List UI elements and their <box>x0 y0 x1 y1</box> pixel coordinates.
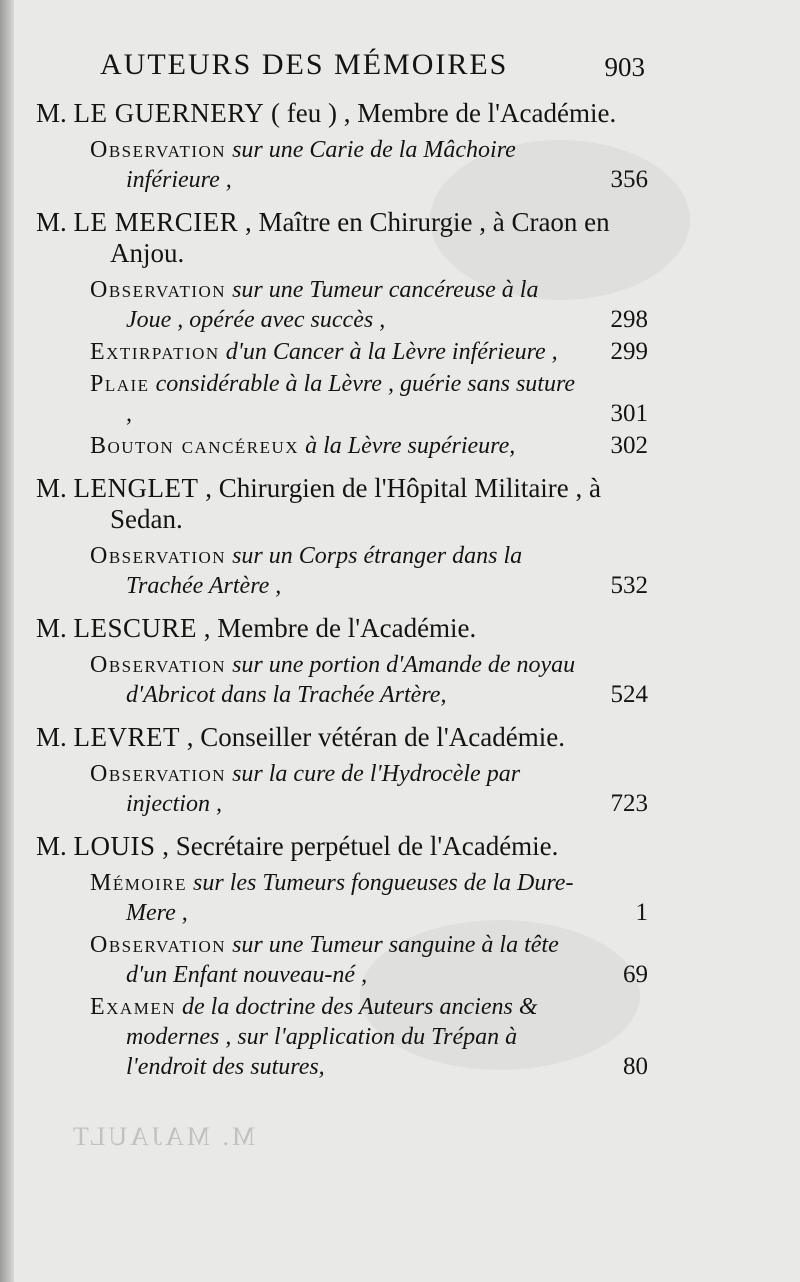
work-description: d'un Cancer à la Lèvre inférieure , <box>225 339 558 365</box>
work-page-number: 301 <box>610 400 648 427</box>
work-description: à la Lèvre supérieure, <box>305 433 516 459</box>
work-kind: Observation <box>90 932 227 958</box>
bleed-through-text: M. MAJAULT <box>70 1122 256 1151</box>
author-name: LE MERCIER <box>73 207 239 237</box>
author-entry <box>36 722 648 819</box>
author-entry <box>36 473 648 601</box>
page-number: 903 <box>604 52 645 82</box>
work-page-number: 356 <box>610 166 648 193</box>
work-list <box>90 868 648 1082</box>
work-list <box>90 650 648 710</box>
work-item <box>90 337 648 367</box>
author-description: , Maître en Chirurgie , à Craon en Anjou. <box>110 207 610 268</box>
author-heading <box>36 613 648 644</box>
work-kind: Observation <box>90 761 227 787</box>
author-description: , Conseiller vétéran de l'Académie. <box>180 722 565 752</box>
work-list <box>90 135 648 195</box>
work-kind: Bouton cancéreux <box>90 433 300 459</box>
work-description: sur une Tumeur sanguine à la tête d'un Enfant nouveau-né , <box>126 932 559 988</box>
work-page-number: 532 <box>610 572 648 599</box>
author-name: LE GUERNERY <box>73 98 265 128</box>
work-description: considérable à la Lèvre , guérie sans suture , <box>126 371 576 427</box>
work-item <box>90 868 648 928</box>
work-page-number: 524 <box>610 681 648 708</box>
work-list <box>90 759 648 819</box>
work-list <box>90 541 648 601</box>
author-heading <box>36 722 648 753</box>
author-description: , Secrétaire perpétuel de l'Académie. <box>155 831 559 861</box>
author-heading <box>36 98 648 129</box>
author-name: LOUIS <box>73 831 156 861</box>
work-item <box>90 369 648 429</box>
author-description: ( feu ) , Membre de l'Académie. <box>264 98 617 128</box>
work-description: sur une Tumeur cancéreuse à la Joue , opérée avec succès , <box>126 277 539 333</box>
work-kind: Observation <box>90 652 227 678</box>
author-heading <box>36 207 648 269</box>
work-page-number: 80 <box>623 1053 648 1080</box>
work-description: sur un Corps étranger dans la Trachée Artère , <box>126 543 523 599</box>
work-page-number: 1 <box>635 899 648 926</box>
work-kind: Observation <box>90 543 227 569</box>
page-header <box>100 48 645 88</box>
author-description: , Chirurgien de l'Hôpital Militaire , à Sedan. <box>110 473 602 534</box>
author-name: LEVRET <box>73 722 180 752</box>
work-page-number: 723 <box>610 790 648 817</box>
page-gutter-shadow <box>0 0 14 1282</box>
work-page-number: 298 <box>610 306 648 333</box>
work-list <box>90 275 648 461</box>
author-entry <box>36 98 648 195</box>
work-page-number: 299 <box>610 338 648 365</box>
work-description: de la doctrine des Auteurs anciens & modernes , sur l'application du Trépan à l'endroit des sutures, <box>126 994 538 1080</box>
work-description: sur une portion d'Amande de noyau d'Abricot dans la Trachée Artère, <box>126 652 576 708</box>
work-item <box>90 135 648 195</box>
author-heading <box>36 473 648 535</box>
work-page-number: 302 <box>610 432 648 459</box>
work-item <box>90 992 648 1082</box>
author-prefix: M. <box>36 831 67 861</box>
work-description: sur la cure de l'Hydrocèle par injection , <box>126 761 521 817</box>
author-description: , Membre de l'Académie. <box>197 613 477 643</box>
author-prefix: M. <box>36 98 67 128</box>
author-index <box>36 98 648 1084</box>
author-entry <box>36 831 648 1082</box>
work-item <box>90 431 648 461</box>
work-kind: Observation <box>90 277 227 303</box>
work-item <box>90 930 648 990</box>
work-kind: Plaie <box>90 371 150 397</box>
running-title: AUTEURS DES MÉMOIRES <box>100 48 509 81</box>
author-prefix: M. <box>36 613 67 643</box>
work-kind: Extirpation <box>90 339 220 365</box>
work-item <box>90 650 648 710</box>
work-kind: Mémoire <box>90 870 188 896</box>
author-name: LENGLET <box>73 473 199 503</box>
work-item <box>90 759 648 819</box>
author-entry <box>36 207 648 461</box>
author-entry <box>36 613 648 710</box>
work-item <box>90 275 648 335</box>
author-heading <box>36 831 648 862</box>
work-item <box>90 541 648 601</box>
work-kind: Observation <box>90 137 227 163</box>
author-prefix: M. <box>36 473 67 503</box>
author-prefix: M. <box>36 207 67 237</box>
work-page-number: 69 <box>623 961 648 988</box>
work-kind: Examen <box>90 994 176 1020</box>
work-description: sur les Tumeurs fongueuses de la Dure-Mere , <box>126 870 574 926</box>
author-name: LESCURE <box>73 613 198 643</box>
author-prefix: M. <box>36 722 67 752</box>
work-description: sur une Carie de la Mâchoire inférieure , <box>126 137 516 193</box>
